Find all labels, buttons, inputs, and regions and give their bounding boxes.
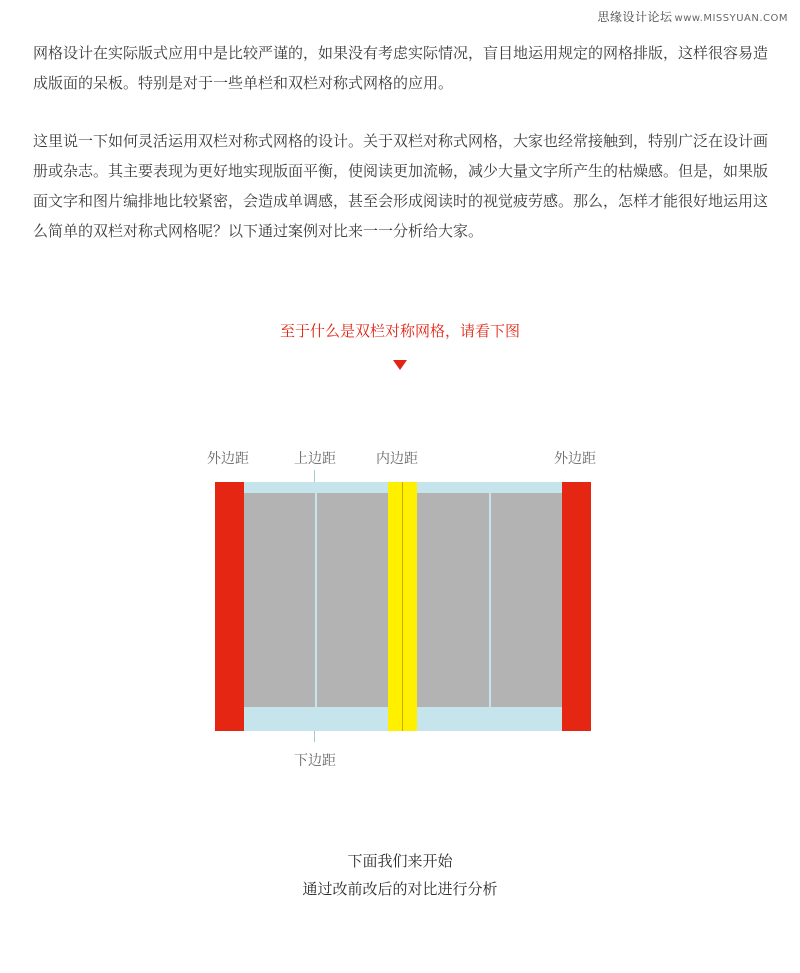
outer-margin-left xyxy=(215,482,244,731)
spine-line xyxy=(402,482,403,731)
label-inner-margin: 内边距 xyxy=(376,451,418,467)
inner-margin-gutter xyxy=(388,482,417,731)
label-outer-margin-left: 外边距 xyxy=(207,451,249,467)
footer-line-1: 下面我们来开始 xyxy=(347,852,453,870)
column-left-2 xyxy=(317,493,388,707)
diagram-callout: 至于什么是双栏对称网格，请看下图 xyxy=(279,322,520,340)
down-arrow-icon xyxy=(393,360,407,370)
top-bottom-margin-area xyxy=(243,482,562,731)
column-right-1 xyxy=(417,493,489,707)
column-right-2 xyxy=(491,493,562,707)
watermark-brand: 思缘设计论坛 xyxy=(597,10,673,24)
article-paragraph-2: 这里说一下如何灵活运用双栏对称式网格的设计。关于双栏对称式网格，大家也经常接触到，特别广泛在设计画册或杂志。其主要表现为更好地实现版面平衡，使阅读更加流畅，减少大量文字所产生的枯燥感。但是，如果版面文字和图片编排地比较紧密，会造成单调感，甚至会形成阅读时的视觉疲劳感。那么，怎样才能很好地运用这么简单的双栏对称式网格呢？以下通过案例对比来一一分析给大家。 xyxy=(33,132,769,240)
outer-margin-right xyxy=(562,482,591,731)
tick-bottom-margin xyxy=(314,730,315,742)
label-outer-margin-right: 外边距 xyxy=(554,451,596,467)
article-paragraph-1: 网格设计在实际版式应用中是比较严谨的，如果没有考虑实际情况，盲目地运用规定的网格排版，这样很容易造成版面的呆板。特别是对于一些单栏和双栏对称式网格的应用。 xyxy=(33,44,769,92)
column-left-1 xyxy=(244,493,315,707)
watermark xyxy=(598,8,789,25)
label-bottom-margin: 下边距 xyxy=(294,753,336,769)
tick-top-margin xyxy=(314,470,315,482)
watermark-site: www.MISSYUAN.COM xyxy=(674,13,788,24)
footer-line-2: 通过改前改后的对比进行分析 xyxy=(302,880,498,898)
label-top-margin: 上边距 xyxy=(294,451,336,467)
